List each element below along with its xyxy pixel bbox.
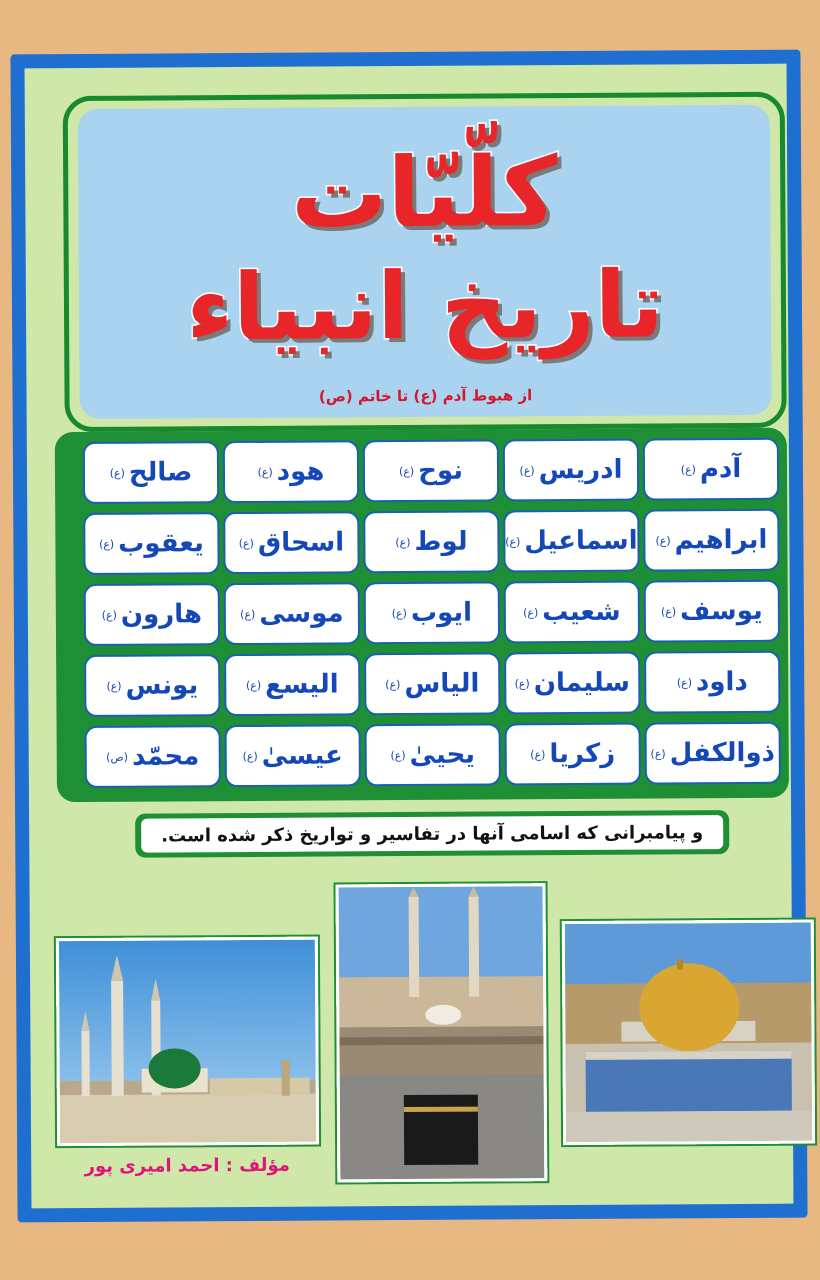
prophet-honorific: (ع) — [242, 749, 258, 763]
prophet-cell — [83, 512, 219, 575]
title-frame — [63, 92, 787, 432]
prophet-honorific: (ع) — [240, 607, 256, 621]
prophet-name: موسی — [259, 598, 344, 629]
prophet-cell — [83, 441, 219, 504]
prophet-cell — [363, 439, 499, 502]
prophet-honorific: (ع) — [395, 535, 411, 549]
prophet-name: الیاس — [404, 668, 480, 700]
prophet-honorific: (ع) — [101, 608, 117, 622]
prophet-cell — [505, 723, 641, 786]
prophet-honorific: (ص) — [106, 750, 129, 764]
prophet-cell — [643, 509, 779, 572]
prophet-name: ذوالکفل — [669, 737, 775, 769]
prophet-name: داود — [695, 666, 748, 698]
title-line-1: کلّیّات — [290, 136, 558, 250]
prophet-name: ایوب — [410, 597, 473, 628]
prophet-name: یحییٰ — [409, 739, 476, 770]
prophet-name: اسماعیل — [524, 525, 638, 557]
prophet-honorific: (ع) — [676, 675, 693, 689]
prophet-cell — [225, 724, 361, 787]
prophet-cell — [364, 581, 500, 644]
prophet-cell — [84, 583, 220, 646]
prophet-honorific: (ع) — [99, 537, 115, 551]
prophet-cell — [504, 652, 640, 715]
prophet-cell — [224, 582, 360, 645]
prophet-name: لوط — [414, 526, 468, 557]
prophet-name: هود — [276, 456, 325, 487]
cover-inner — [25, 64, 794, 1209]
prophet-cell — [645, 722, 781, 785]
note-frame — [135, 810, 729, 858]
prophet-name: یونس — [125, 670, 199, 701]
prophet-honorific: (ع) — [660, 604, 677, 618]
prophets-grid — [55, 428, 789, 802]
prophet-name: عیسیٰ — [261, 740, 343, 771]
prophet-cell — [644, 651, 780, 714]
prophet-name: الیسع — [265, 669, 339, 700]
prophet-honorific: (ع) — [680, 462, 696, 476]
prophet-name: صالح — [128, 457, 193, 488]
prophet-cell — [85, 725, 221, 788]
prophet-honorific: (ع) — [106, 679, 122, 693]
prophet-honorific: (ع) — [109, 466, 125, 480]
prophet-honorific: (ع) — [655, 533, 671, 547]
prophet-cell — [643, 438, 779, 501]
prophet-honorific: (ع) — [505, 534, 521, 548]
prophet-name: ادریس — [538, 454, 623, 486]
prophet-name: زکریا — [549, 738, 616, 770]
prophet-cell — [223, 511, 359, 574]
prophet-honorific: (ع) — [238, 536, 254, 550]
subtitle: از هبوط آدم (ع) تا خاتم (ص) — [318, 386, 533, 406]
prophet-name: یعقوب — [118, 528, 204, 559]
prophet-cell — [644, 580, 780, 643]
prophet-honorific: (ع) — [650, 746, 666, 761]
dome-of-the-rock-photo — [562, 920, 815, 1146]
prophet-honorific: (ع) — [385, 677, 401, 691]
prophet-honorific: (ع) — [245, 678, 262, 692]
title-panel — [78, 105, 772, 419]
prophet-cell — [223, 440, 359, 503]
prophet-honorific: (ع) — [514, 676, 530, 690]
prophet-name: شعیب — [542, 596, 621, 628]
prophet-cell — [84, 654, 220, 717]
prophet-cell — [503, 439, 639, 502]
prophet-honorific: (ع) — [390, 748, 406, 762]
prophet-cell — [363, 510, 499, 573]
prophet-name: محمّد — [131, 741, 200, 772]
prophet-name: نوح — [418, 455, 464, 486]
prophet-name: هارون — [120, 599, 203, 630]
prophet-honorific: (ع) — [523, 605, 539, 619]
title-line-2: تاریخ انبیاء — [185, 251, 665, 362]
prophet-name: یوسف — [680, 595, 763, 627]
prophet-cell — [364, 652, 500, 715]
note-text: و پیامبرانی که اسامی آنها در تفاسیر و تواریخ ذکر شده است. — [141, 815, 723, 853]
prophet-cell — [504, 581, 640, 644]
prophet-name: ابراهیم — [674, 524, 768, 556]
medina-mosque-photo — [56, 937, 319, 1147]
prophet-cell — [503, 510, 639, 573]
prophet-honorific: (ع) — [519, 463, 535, 477]
prophet-name: آدم — [699, 453, 742, 485]
prophet-name: سلیمان — [533, 667, 631, 699]
prophet-honorific: (ع) — [398, 464, 415, 478]
prophet-honorific: (ع) — [391, 606, 407, 620]
kaaba-photo — [336, 883, 548, 1182]
prophet-honorific: (ع) — [257, 465, 273, 479]
prophet-name: اسحاق — [257, 527, 345, 558]
prophet-cell — [365, 723, 501, 786]
author-credit: مؤلف : احمد امیری پور — [84, 1154, 290, 1177]
prophet-cell — [224, 653, 360, 716]
prophet-honorific: (ع) — [530, 747, 546, 761]
book-cover — [10, 50, 807, 1223]
